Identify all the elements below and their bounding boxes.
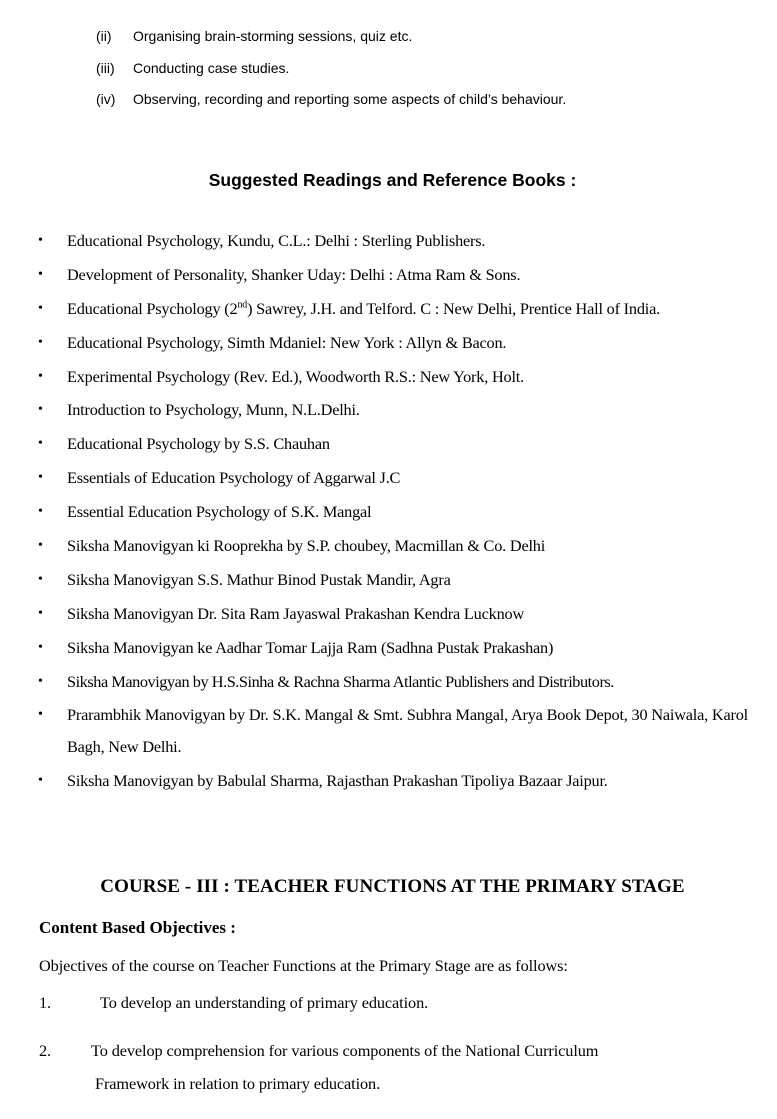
reading-text: Educational Psychology by S.S. Chauhan	[67, 434, 330, 454]
objective-number: 2.	[39, 1041, 52, 1060]
bullet-icon: •	[38, 504, 43, 520]
objective-text-continued: Framework in relation to primary education.	[95, 1074, 381, 1093]
objectives-intro: Objectives of the course on Teacher Functions at the Primary Stage are as follows:	[39, 956, 568, 975]
bullet-icon: •	[38, 673, 43, 689]
reading-text: Siksha Manovigyan ki Rooprekha by S.P. choubey, Macmillan & Co. Delhi	[67, 536, 546, 556]
reading-text	[67, 293, 748, 325]
objective-text: To develop comprehension for various components of the National Curriculum	[91, 1041, 599, 1060]
reading-text: Siksha Manovigyan Dr. Sita Ram Jayaswal Prakashan Kendra Lucknow	[67, 603, 525, 623]
reading-text: Development of Personality, Shanker Uday: Delhi : Atma Ram & Sons.	[67, 264, 521, 284]
reading-item	[38, 666, 748, 698]
reading-text: Educational Psychology, Simth Mdaniel: New York : Allyn & Bacon.	[67, 332, 507, 352]
activity-item	[96, 89, 566, 121]
bullet-icon: •	[38, 266, 43, 282]
reading-text: Siksha Manovigyan by Babulal Sharma, Rajasthan Prakashan Tipoliya Bazaar Jaipur.	[67, 771, 608, 791]
reading-item	[38, 496, 748, 528]
reading-text: Essential Education Psychology of S.K. Mangal	[67, 502, 372, 522]
bullet-icon: •	[38, 334, 43, 350]
reading-item	[38, 293, 748, 325]
reading-list	[38, 225, 748, 799]
bullet-icon: •	[38, 707, 43, 723]
reading-item	[38, 765, 748, 797]
bullet-icon: •	[38, 605, 43, 621]
reading-text: Siksha Manovigyan ke Aadhar Tomar Lajja Ram (Sadhna Pustak Prakashan)	[67, 637, 554, 657]
reading-text: Siksha Manovigyan S.S. Mathur Binod Pustak Mandir, Agra	[67, 569, 451, 589]
course-title: COURSE - III : TEACHER FUNCTIONS AT THE PRIMARY STAGE	[100, 876, 685, 897]
reading-item	[38, 225, 748, 257]
reading-item	[38, 530, 748, 562]
reading-item	[38, 632, 748, 664]
readings-heading: Suggested Readings and Reference Books :	[208, 170, 577, 190]
reading-text: Introduction to Psychology, Munn, N.L.Delhi.	[67, 400, 360, 420]
reading-item	[38, 462, 748, 494]
bullet-icon: •	[38, 571, 43, 587]
ordinal-superscript: nd	[237, 299, 248, 311]
reading-item	[38, 259, 748, 291]
activity-number: (iii)	[96, 59, 115, 76]
bullet-icon: •	[38, 436, 43, 452]
reading-item	[38, 327, 748, 359]
reading-item	[38, 598, 748, 630]
activity-text: Organising brain-storming sessions, quiz etc.	[133, 28, 413, 44]
bullet-icon: •	[38, 773, 43, 789]
reading-text: Essentials of Education Psychology of Aggarwal J.C	[67, 468, 401, 488]
bullet-icon: •	[38, 639, 43, 655]
reading-item	[38, 564, 748, 596]
objective-number: 1.	[39, 993, 52, 1012]
reading-text: Siksha Manovigyan by H.S.Sinha & Rachna Sharma Atlantic Publishers and Distributors.	[67, 671, 614, 691]
reading-item	[38, 394, 748, 426]
reading-item	[38, 428, 748, 460]
reading-text-post: ) Sawrey, J.H. and Telford. C : New Delhi, Prentice Hall of India.	[247, 298, 660, 318]
bullet-icon: •	[38, 368, 43, 384]
bullet-icon: •	[38, 300, 43, 316]
reading-text: Educational Psychology, Kundu, C.L.: Delhi : Sterling Publishers.	[67, 231, 486, 250]
reading-text: Prarambhik Manovigyan by Dr. S.K. Mangal & Smt. Subhra Mangal, Arya Book Depot, 30 Naiwala, Karol Bagh, New Delhi.	[67, 705, 748, 757]
activity-list	[96, 26, 566, 121]
bullet-icon: •	[38, 538, 43, 554]
activity-number: (iv)	[96, 91, 116, 107]
objective-text: To develop an understanding of primary education.	[100, 993, 429, 1012]
reading-text: Experimental Psychology (Rev. Ed.), Woodworth R.S.: New York, Holt.	[67, 366, 524, 386]
objectives-heading: Content Based Objectives :	[39, 918, 236, 937]
activity-item	[96, 26, 566, 58]
reading-item	[38, 699, 748, 763]
reading-item	[38, 361, 748, 393]
activity-item	[96, 58, 566, 90]
bullet-icon: •	[38, 402, 43, 418]
activity-text: Conducting case studies.	[133, 59, 290, 76]
bullet-icon: •	[38, 233, 43, 248]
bullet-icon: •	[38, 470, 43, 486]
activity-number: (ii)	[96, 28, 112, 44]
reading-text-pre: Educational Psychology (2	[67, 298, 238, 318]
activity-text: Observing, recording and reporting some aspects of child’s behaviour.	[133, 91, 567, 107]
